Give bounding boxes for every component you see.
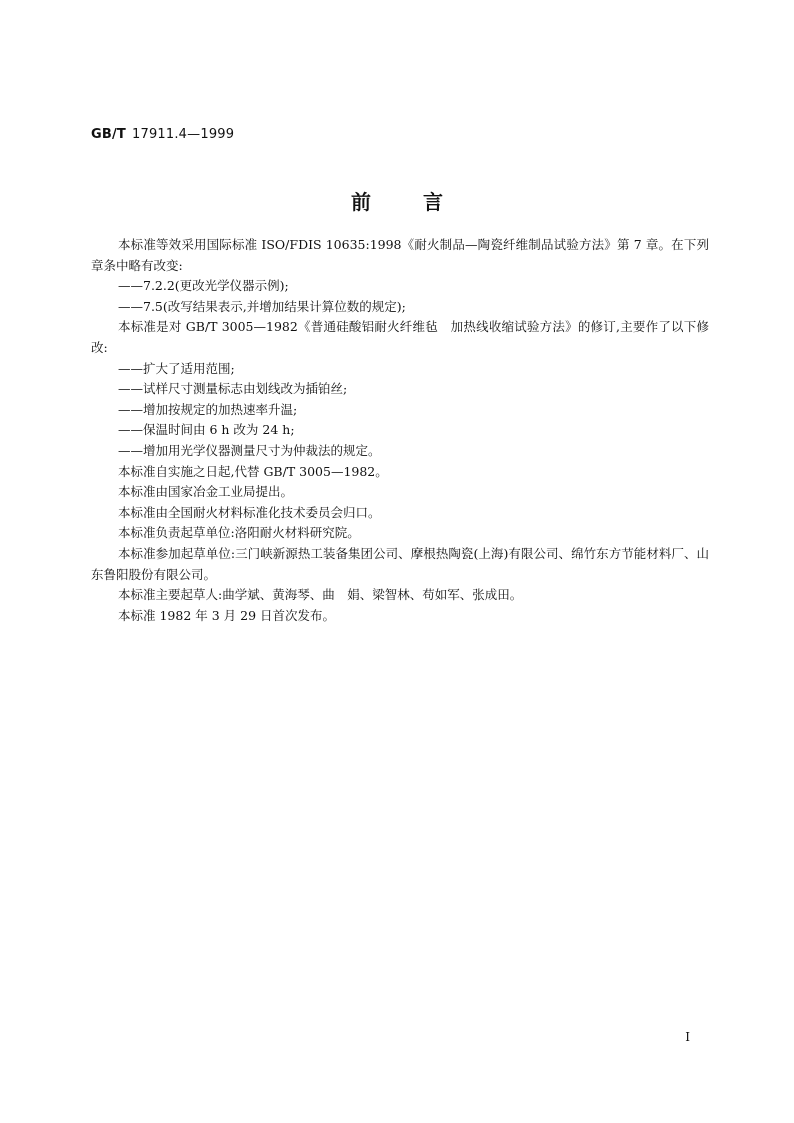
paragraph-replaces: 本标准自实施之日起,代替 GB/T 3005—1982。 — [118, 463, 388, 479]
paragraph-mod-1: ——扩大了适用范围; — [118, 360, 235, 376]
paragraph-drafters: 本标准主要起草人:曲学斌、黄海琴、曲 娟、梁智林、苟如军、张成田。 — [118, 587, 523, 603]
page-title: 前言 — [351, 190, 495, 214]
paragraph-proposed: 本标准由国家冶金工业局提出。 — [118, 484, 294, 500]
paragraph-mod-4: ——保温时间由 6 h 改为 24 h; — [118, 422, 295, 438]
paragraph-change-1: ——7.2.2(更改光学仪器示例); — [118, 278, 289, 294]
paragraph-committee: 本标准由全国耐火材料标准化技术委员会归口。 — [118, 504, 381, 520]
paragraph-mod-2: ——试样尺寸测量标志由划线改为插铂丝; — [118, 381, 348, 397]
paragraph-responsible: 本标准负责起草单位:洛阳耐火材料研究院。 — [118, 525, 360, 541]
paragraph-participants: 本标准参加起草单位:三门峡新源热工装备集团公司、摩根热陶瓷(上海)有限公司、绵竹东方节能材料厂、山东鲁阳股份有限公司。 — [91, 545, 709, 582]
standard-code-number: 17911.4—1999 — [132, 127, 235, 142]
paragraph-change-2: ——7.5(改写结果表示,并增加结果计算位数的规定); — [118, 298, 406, 314]
standard-code-prefix: GB/T — [91, 127, 126, 142]
paragraph-mod-3: ——增加按规定的加热速率升温; — [118, 401, 298, 417]
standard-code — [91, 127, 234, 142]
paragraph-revision: 本标准是对 GB/T 3005—1982《普通硅酸铝耐火纤维毡 加热线收缩试验方法》的修订,主要作了以下修改: — [91, 319, 709, 355]
paragraph-adoption: 本标准等效采用国际标准 ISO/FDIS 10635:1998《耐火制品—陶瓷纤维制品试验方法》第 7 章。在下列章条中略有改变: — [91, 237, 709, 273]
paragraph-mod-5: ——增加用光学仪器测量尺寸为仲裁法的规定。 — [118, 442, 381, 458]
paragraph-first-issue: 本标准 1982 年 3 月 29 日首次发布。 — [118, 607, 336, 623]
foreword-body — [91, 235, 709, 626]
page-number: I — [685, 1030, 690, 1044]
